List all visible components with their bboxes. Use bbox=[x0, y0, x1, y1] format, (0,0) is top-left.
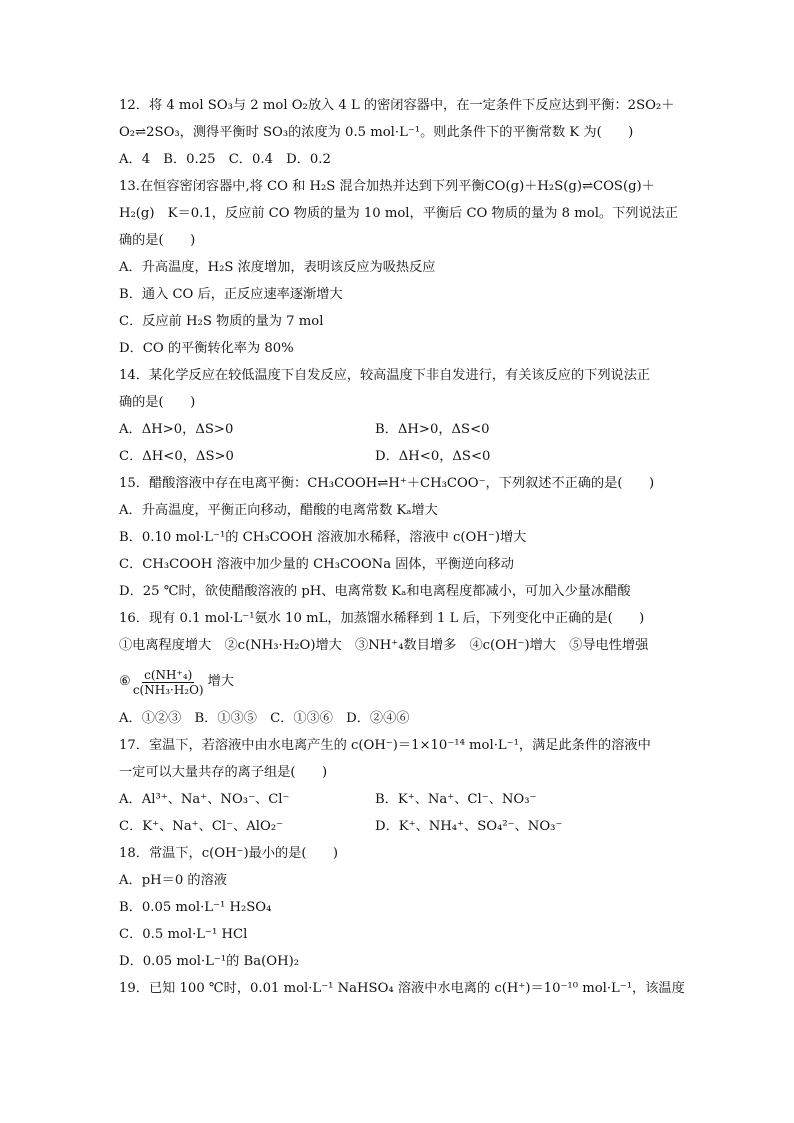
question-15-option-d: D．25 ℃时，欲使醋酸溶液的 pH、电离常数 Kₐ和电离程度都减小，可加入少量冰醋酸 bbox=[119, 584, 631, 599]
question-16-statements: ①电离程度增大 ②c(NH₃·H₂O)增大 ③NH⁺₄数目增多 ④c(OH⁻)增大 ⑤导电性增强 bbox=[119, 638, 649, 653]
question-16 bbox=[119, 605, 679, 732]
question-17-option-a: A．Al³⁺、Na⁺、NO₃⁻、Cl⁻ bbox=[119, 792, 290, 807]
question-14-option-b: B．ΔH>0，ΔS<0 bbox=[375, 422, 490, 437]
question-16-statement-6 bbox=[119, 659, 679, 705]
question-18 bbox=[119, 840, 679, 975]
question-15-option-a: A．升高温度，平衡正向移动，醋酸的电离常数 Kₐ增大 bbox=[119, 503, 438, 518]
question-12 bbox=[119, 92, 679, 173]
question-17-option-b: B．K⁺、Na⁺、Cl⁻、NO₃⁻ bbox=[375, 792, 537, 807]
question-14-option-d: D．ΔH<0，ΔS<0 bbox=[375, 449, 491, 464]
question-13-option-d: D．CO 的平衡转化率为 80% bbox=[119, 341, 294, 356]
question-15 bbox=[119, 470, 679, 605]
question-13-stem-line-1: 13.在恒容密闭容器中,将 CO 和 H₂S 混合加热并达到下列平衡CO(g)＋H₂S(g)⇌COS(g)＋ bbox=[119, 179, 655, 194]
question-18-option-c: C．0.5 mol·L⁻¹ HCl bbox=[119, 927, 248, 942]
statement-6-marker: ⑥ bbox=[119, 674, 131, 689]
fraction-numerator: c(NH⁺₄) bbox=[144, 667, 193, 682]
exam-page bbox=[119, 92, 685, 1002]
question-17-options-row-2 bbox=[119, 813, 679, 840]
question-14 bbox=[119, 362, 679, 470]
question-18-stem: 18．常温下，c(OH⁻)最小的是( ) bbox=[119, 846, 339, 861]
question-12-options: A．4 B．0.25 C．0.4 D．0.2 bbox=[119, 152, 331, 167]
question-17-stem-line-2: 一定可以大量共存的离子组是( ) bbox=[119, 765, 328, 780]
question-16-stem: 16．现有 0.1 mol·L⁻¹氨水 10 mL，加蒸馏水稀释到 1 L 后，下列变化中正确的是( ) bbox=[119, 611, 645, 626]
question-14-option-a: A．ΔH>0，ΔS>0 bbox=[119, 422, 234, 437]
question-13-stem-line-3: 确的是( ) bbox=[119, 233, 196, 248]
question-17-stem-line-1: 17．室温下，若溶液中由水电离产生的 c(OH⁻)＝1×10⁻¹⁴ mol·L⁻¹，满足此条件的溶液中 bbox=[119, 738, 651, 753]
question-13-option-c: C．反应前 H₂S 物质的量为 7 mol bbox=[119, 314, 324, 329]
question-17-options-row-1 bbox=[119, 786, 679, 813]
question-19 bbox=[119, 975, 685, 1002]
fraction-denominator: c(NH₃·H₂O) bbox=[132, 682, 204, 697]
question-15-option-b: B．0.10 mol·L⁻¹的 CH₃COOH 溶液加水稀释，溶液中 c(OH⁻)增大 bbox=[119, 530, 527, 545]
statement-6-suffix: 增大 bbox=[207, 674, 234, 689]
question-12-stem-line-1: 12．将 4 mol SO₃与 2 mol O₂放入 4 L 的密闭容器中，在一定条件下反应达到平衡：2SO₂＋ bbox=[119, 98, 675, 113]
question-17 bbox=[119, 732, 679, 840]
question-18-option-d: D．0.05 mol·L⁻¹的 Ba(OH)₂ bbox=[119, 954, 299, 969]
question-13-option-b: B．通入 CO 后，正反应速率逐渐增大 bbox=[119, 287, 343, 302]
question-13 bbox=[119, 173, 679, 362]
question-13-stem-line-2: H₂(g) K＝0.1，反应前 CO 物质的量为 10 mol，平衡后 CO 物质的量为 8 mol。下列说法正 bbox=[119, 206, 679, 221]
question-15-stem: 15．醋酸溶液中存在电离平衡：CH₃COOH⇌H⁺＋CH₃COO⁻，下列叙述不正确的是( ) bbox=[119, 476, 655, 491]
question-16-options: A．①②③ B．①③⑤ C．①③⑥ D．②④⑥ bbox=[119, 711, 410, 726]
question-13-option-a: A．升高温度，H₂S 浓度增加，表明该反应为吸热反应 bbox=[119, 260, 436, 275]
question-14-stem-line-2: 确的是( ) bbox=[119, 395, 196, 410]
question-14-option-c: C．ΔH<0，ΔS>0 bbox=[119, 449, 234, 464]
question-14-options-row-1 bbox=[119, 416, 679, 443]
question-12-stem-line-2: O₂⇌2SO₃，测得平衡时 SO₃的浓度为 0.5 mol·L⁻¹。则此条件下的平衡常数 K 为( ) bbox=[119, 125, 634, 140]
question-14-options-row-2 bbox=[119, 443, 679, 470]
ratio-fraction bbox=[131, 668, 206, 697]
question-18-option-b: B．0.05 mol·L⁻¹ H₂SO₄ bbox=[119, 900, 272, 915]
question-18-option-a: A．pH＝0 的溶液 bbox=[119, 873, 227, 888]
question-17-option-c: C．K⁺、Na⁺、Cl⁻、AlO₂⁻ bbox=[119, 819, 284, 834]
question-14-stem-line-1: 14．某化学反应在较低温度下自发反应，较高温度下非自发进行，有关该反应的下列说法正 bbox=[119, 368, 651, 383]
question-15-option-c: C．CH₃COOH 溶液中加少量的 CH₃COONa 固体，平衡逆向移动 bbox=[119, 557, 514, 572]
question-19-stem-line-1: 19．已知 100 ℃时，0.01 mol·L⁻¹ NaHSO₄ 溶液中水电离的 c(H⁺)＝10⁻¹⁰ mol·L⁻¹，该温度 bbox=[119, 981, 685, 996]
question-17-option-d: D．K⁺、NH₄⁺、SO₄²⁻、NO₃⁻ bbox=[375, 819, 563, 834]
